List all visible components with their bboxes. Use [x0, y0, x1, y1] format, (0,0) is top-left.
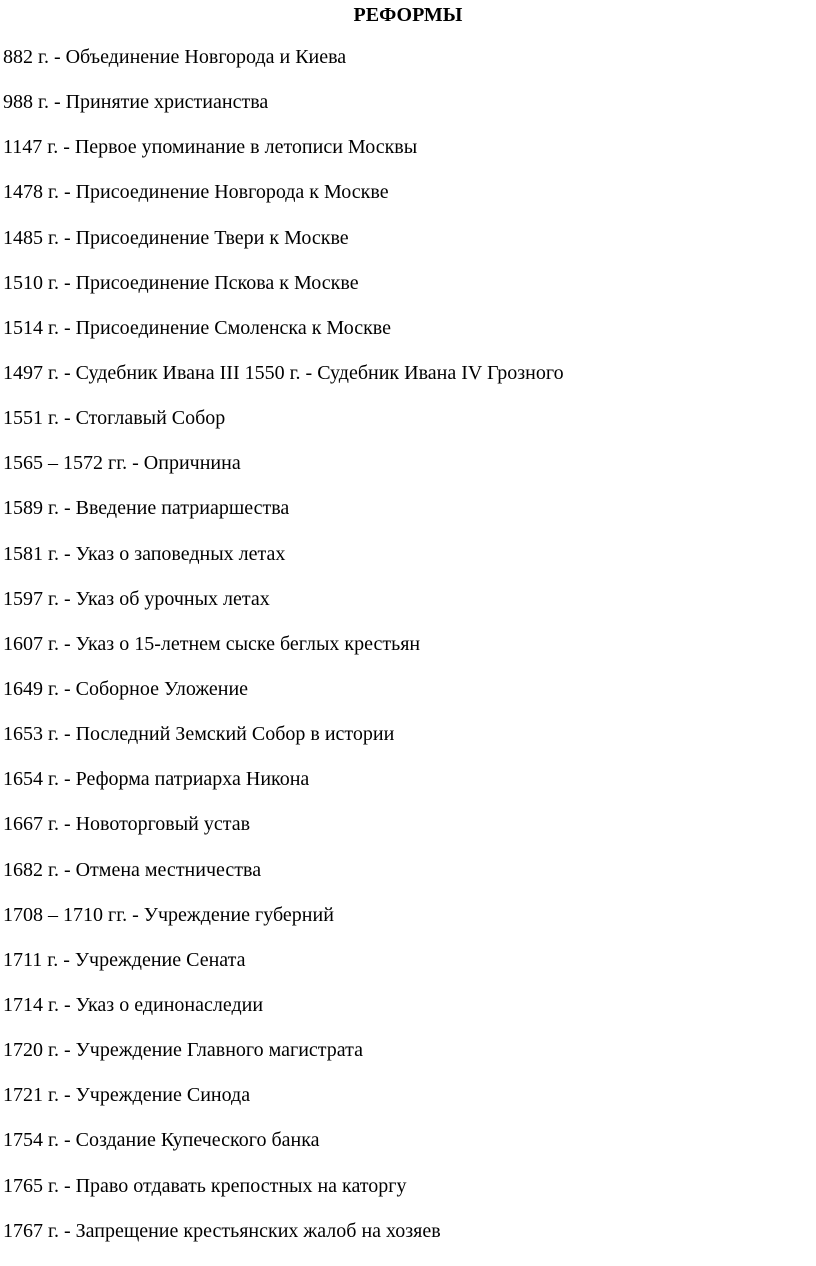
list-item: 1654 г. - Реформа патриарха Никона	[3, 768, 310, 791]
list-item: 882 г. - Объединение Новгорода и Киева	[3, 46, 347, 68]
list-item: 1711 г. - Учреждение Сената	[3, 948, 246, 971]
list-item: 1147 г. - Первое упоминание в летописи Москвы	[3, 136, 418, 159]
list-item: 1708 – 1710 гг. - Учреждение губерний	[3, 903, 334, 926]
page-title: РЕФОРМЫ	[353, 4, 463, 26]
list-item: 1720 г. - Учреждение Главного магистрата	[3, 1039, 364, 1062]
list-item: 1597 г. - Указ об урочных летах	[3, 587, 270, 610]
list-item: 1754 г. - Создание Купеческого банка	[3, 1129, 320, 1152]
list-item: 1653 г. - Последний Земский Собор в истории	[3, 723, 395, 746]
list-item: 1714 г. - Указ о единонаследии	[3, 993, 264, 1016]
list-item: 1682 г. - Отмена местничества	[3, 858, 262, 881]
list-item: 1649 г. - Соборное Уложение	[3, 677, 249, 700]
list-item: 1767 г. - Запрещение крестьянских жалоб на хозяев	[3, 1219, 441, 1242]
list-item: 988 г. - Принятие христианства	[3, 91, 269, 114]
list-item: 1607 г. - Указ о 15-летнем сыске беглых крестьян	[3, 632, 421, 655]
list-item: 1485 г. - Присоединение Твери к Москве	[3, 226, 349, 249]
list-item: 1667 г. - Новоторговый устав	[3, 813, 251, 836]
list-item: 1581 г. - Указ о заповедных летах	[3, 542, 286, 565]
list-item: 1765 г. - Право отдавать крепостных на каторгу	[3, 1174, 407, 1197]
list-item: 1478 г. - Присоединение Новгорода к Москве	[3, 181, 389, 204]
list-item: 1551 г. - Стоглавый Собор	[3, 407, 226, 430]
reform-list	[3, 44, 564, 1263]
list-item: 1565 – 1572 гг. - Опричнина	[3, 452, 241, 475]
list-item: 1510 г. - Присоединение Пскова к Москве	[3, 271, 359, 294]
list-item: 1514 г. - Присоединение Смоленска к Москве	[3, 316, 391, 339]
list-item: 1497 г. - Судебник Ивана III 1550 г. - Судебник Ивана IV Грозного	[3, 361, 564, 384]
list-item: 1721 г. - Учреждение Синода	[3, 1084, 251, 1107]
list-item: 1589 г. - Введение патриаршества	[3, 497, 290, 520]
